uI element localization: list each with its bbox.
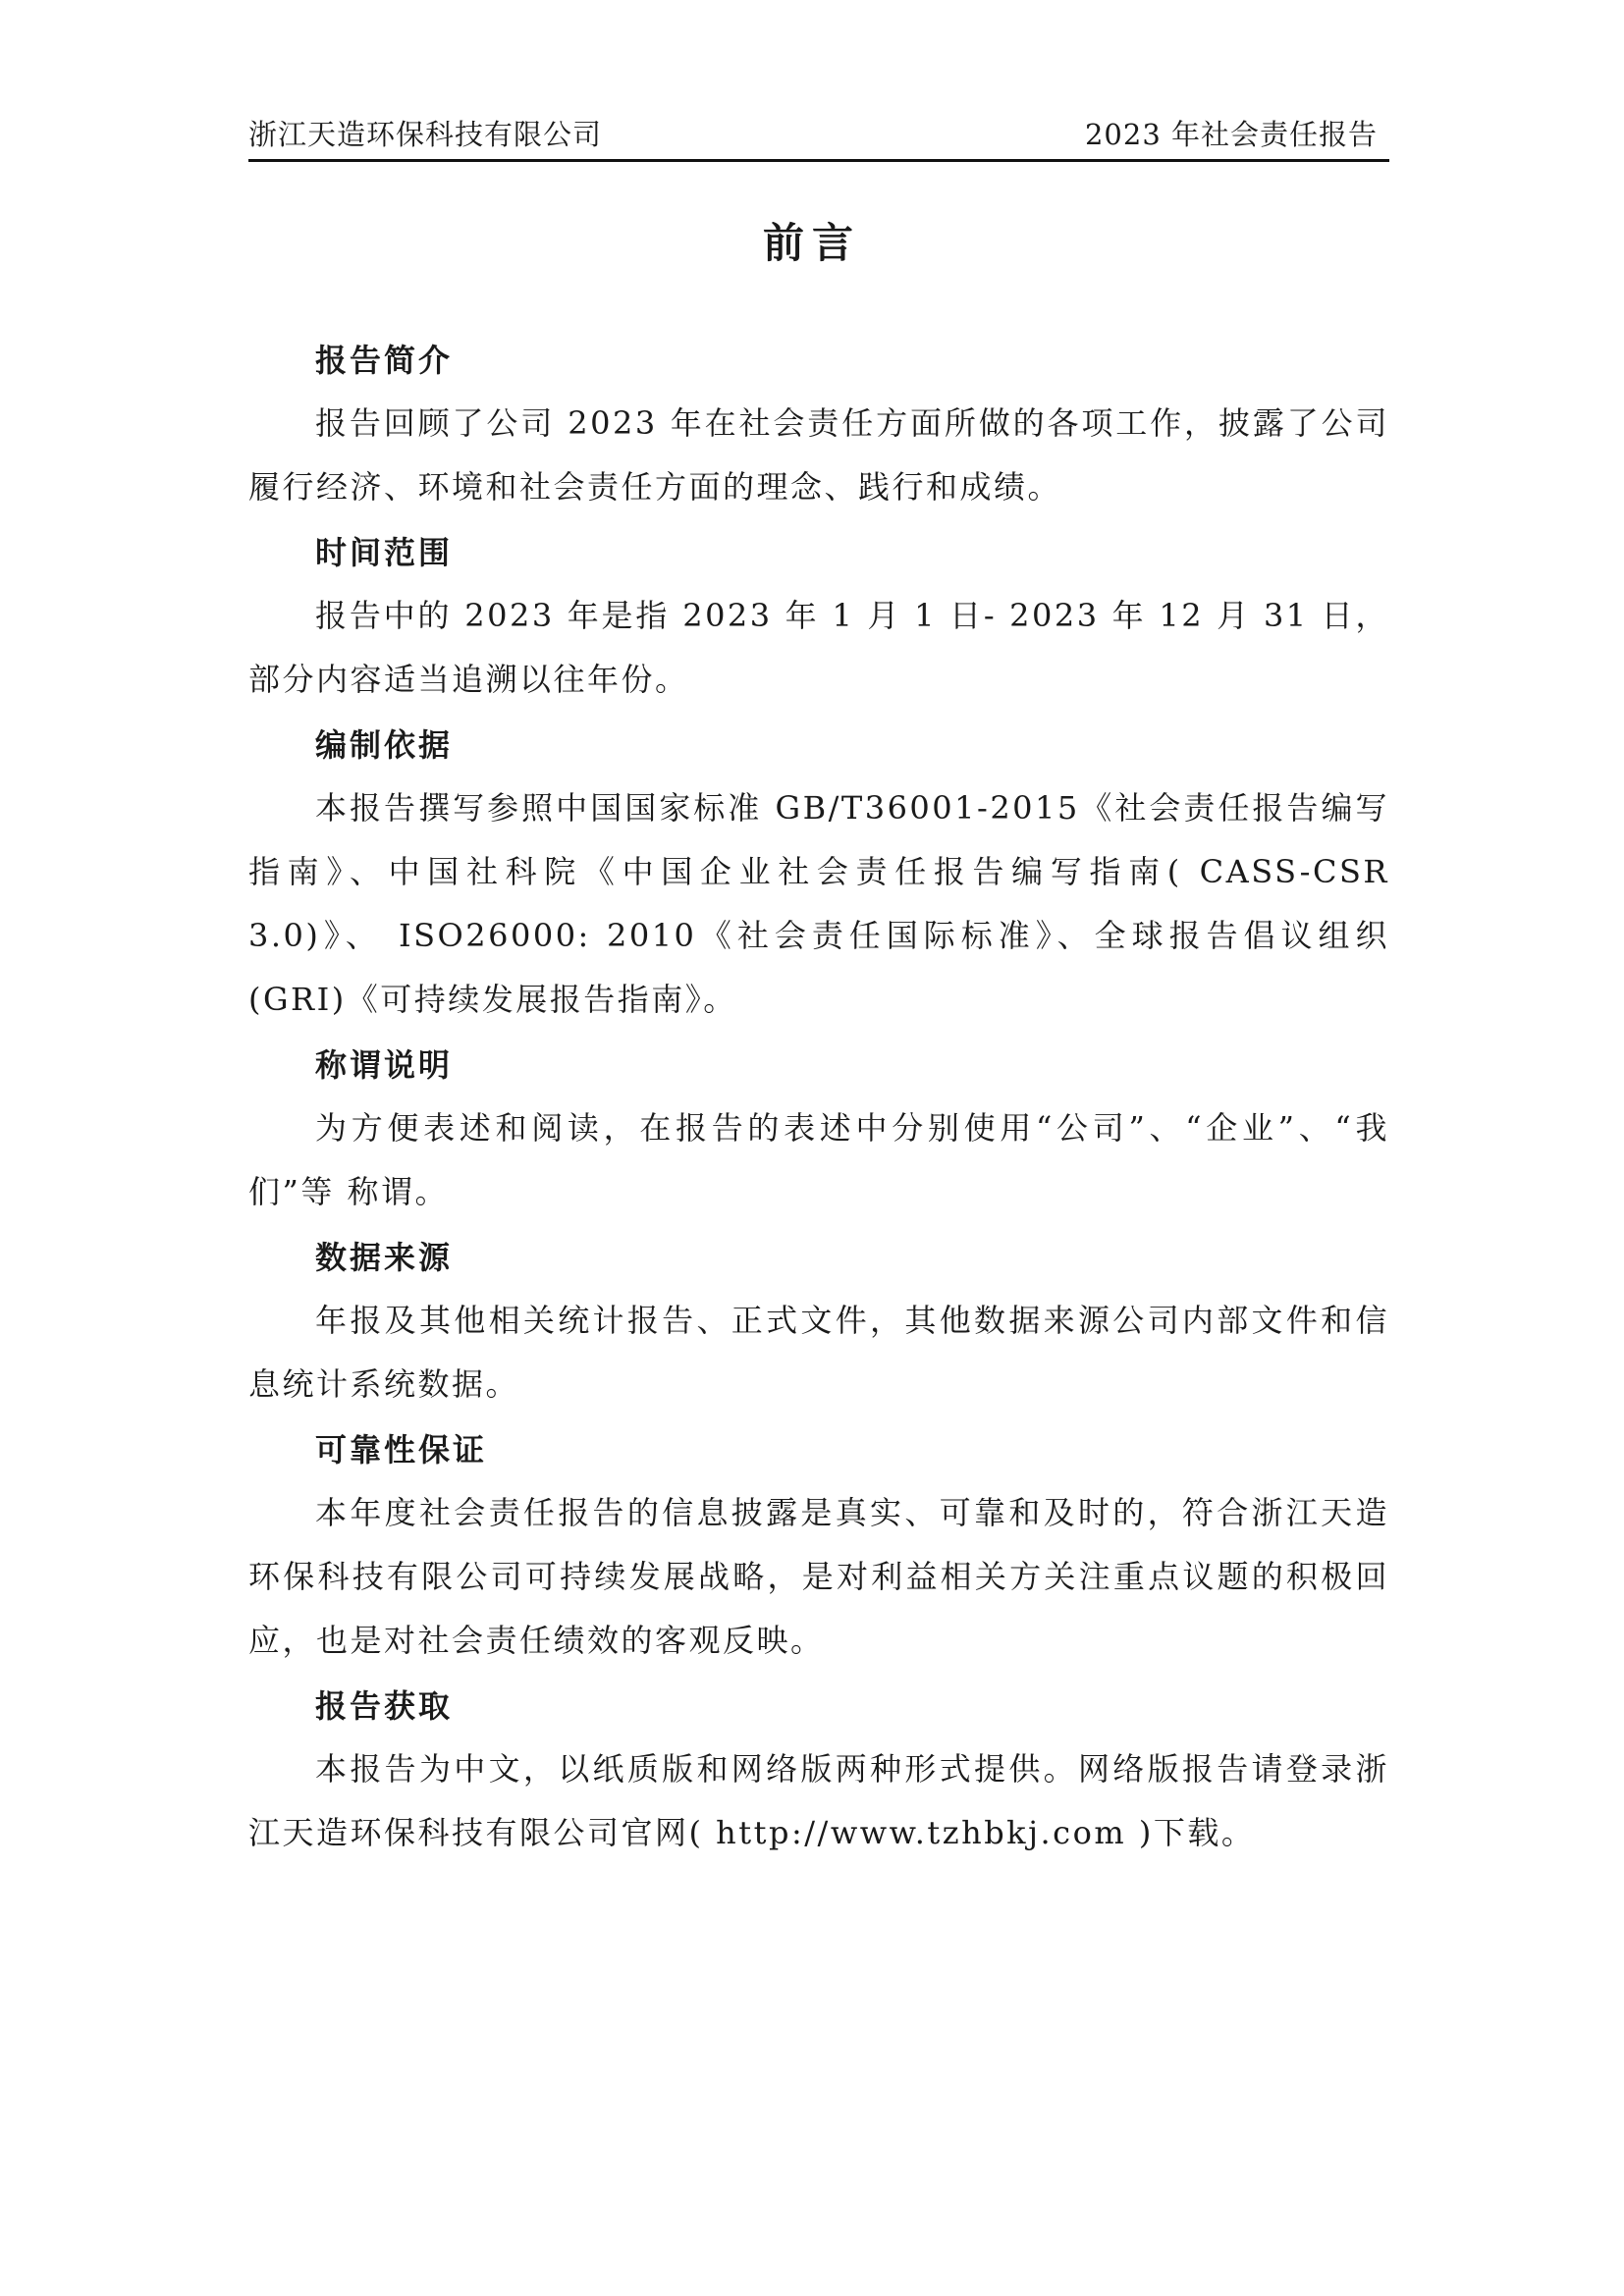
section-heading: 称谓说明 xyxy=(315,1046,454,1084)
section-heading: 数据来源 xyxy=(315,1239,454,1276)
section-body: 本报告为中文，以纸质版和网络版两种形式提供。网络版报告请登录浙江天造环保科技有限公司官网( http://www.tzhbkj.com )下载。 xyxy=(248,1750,1389,1851)
section-heading: 可靠性保证 xyxy=(315,1431,488,1468)
section-compilation-basis xyxy=(248,714,1389,1032)
header-report-title: 2023 年社会责任报告 xyxy=(1084,118,1378,151)
section-time-range xyxy=(248,521,1389,712)
section-body: 报告中的 2023 年是指 2023 年 1 月 1 日- 2023 年 12 月 31 日，部分内容适当追溯以往年份。 xyxy=(248,597,1389,698)
header-company-name: 浙江天造环保科技有限公司 xyxy=(248,118,603,151)
section-report-intro xyxy=(248,329,1389,519)
page-title: 前言 xyxy=(762,219,861,267)
section-body: 报告回顾了公司 2023 年在社会责任方面所做的各项工作，披露了公司履行经济、环境和社会责任方面的理念、践行和成绩。 xyxy=(248,404,1389,506)
section-body: 为方便表述和阅读，在报告的表述中分别使用“公司”、“企业”、“我们”等 称谓。 xyxy=(248,1109,1389,1210)
preface-content xyxy=(248,329,1389,1867)
section-heading: 时间范围 xyxy=(315,534,454,571)
section-reliability xyxy=(248,1418,1389,1673)
section-body: 年报及其他相关统计报告、正式文件，其他数据来源公司内部文件和信息统计系统数据。 xyxy=(248,1302,1389,1403)
section-data-source xyxy=(248,1226,1389,1416)
section-heading: 报告获取 xyxy=(315,1687,454,1725)
page-header xyxy=(248,110,1389,162)
section-heading: 报告简介 xyxy=(315,342,454,379)
section-terminology xyxy=(248,1034,1389,1224)
section-heading: 编制依据 xyxy=(315,726,454,764)
section-report-access xyxy=(248,1675,1389,1865)
section-body: 本报告撰写参照中国国家标准 GB/T36001-2015《社会责任报告编写指南》、中国社科院《中国企业社会责任报告编写指南( CASS-CSR 3.0)》、 ISO26000: 2010《社会责任国际标准》、全球报告倡议组织(GRI)《可持续发展报告指南》。 xyxy=(248,789,1389,1018)
section-body: 本年度社会责任报告的信息披露是真实、可靠和及时的，符合浙江天造环保科技有限公司可持续发展战略，是对利益相关方关注重点议题的积极回应，也是对社会责任绩效的客观反映。 xyxy=(248,1494,1389,1659)
